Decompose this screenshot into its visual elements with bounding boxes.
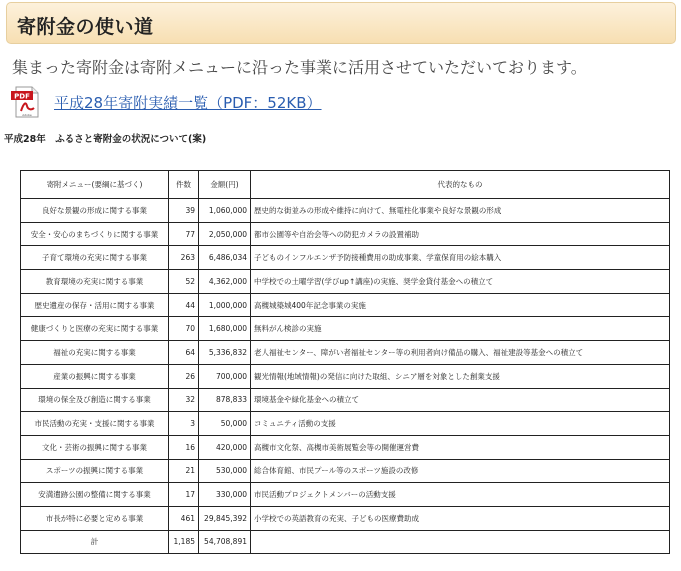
cell-menu: 産業の振興に関する事業 <box>21 364 169 388</box>
table-row <box>21 435 670 459</box>
table-row <box>21 317 670 341</box>
table-row <box>21 199 670 223</box>
header-note: 代表的なもの <box>251 171 670 199</box>
header-amount: 金額(円) <box>199 171 251 199</box>
cell-total-label: 計 <box>21 530 169 554</box>
cell-count: 64 <box>169 341 199 365</box>
cell-menu: 良好な景観の形成に関する事業 <box>21 199 169 223</box>
cell-amount: 1,060,000 <box>199 199 251 223</box>
cell-note: 中学校での土曜学習(学びup↑講座)の実施、奨学金貸付基金への積立て <box>251 270 670 294</box>
cell-amount: 1,000,000 <box>199 293 251 317</box>
cell-note: 環境基金や緑化基金への積立て <box>251 388 670 412</box>
cell-amount: 29,845,392 <box>199 506 251 530</box>
cell-amount: 50,000 <box>199 412 251 436</box>
cell-amount: 1,680,000 <box>199 317 251 341</box>
cell-amount: 530,000 <box>199 459 251 483</box>
cell-total-amount: 54,708,891 <box>199 530 251 554</box>
cell-note: 無料がん検診の実施 <box>251 317 670 341</box>
cell-menu: 歴史遺産の保存・活用に関する事業 <box>21 293 169 317</box>
table-row <box>21 506 670 530</box>
table-row <box>21 246 670 270</box>
cell-menu: 市長が特に必要と定める事業 <box>21 506 169 530</box>
page-title: 寄附金の使い道 <box>17 16 154 38</box>
cell-menu: 子育て環境の充実に関する事業 <box>21 246 169 270</box>
cell-amount: 5,336,832 <box>199 341 251 365</box>
cell-amount: 878,833 <box>199 388 251 412</box>
table-row <box>21 459 670 483</box>
pdf-file-icon[interactable] <box>10 86 42 118</box>
cell-count: 26 <box>169 364 199 388</box>
cell-note: 総合体育館、市民プール等のスポーツ施設の改修 <box>251 459 670 483</box>
cell-note: 小学校での英語教育の充実、子どもの医療費助成 <box>251 506 670 530</box>
donation-usage-table <box>20 170 670 554</box>
cell-amount: 420,000 <box>199 435 251 459</box>
cell-menu: 福祉の充実に関する事業 <box>21 341 169 365</box>
table-row <box>21 388 670 412</box>
table-caption: 平成28年 ふるさと寄附金の状況について(案) <box>4 134 207 145</box>
page-title-bar <box>6 2 676 44</box>
cell-menu: 教育環境の充実に関する事業 <box>21 270 169 294</box>
cell-count: 3 <box>169 412 199 436</box>
cell-count: 39 <box>169 199 199 223</box>
cell-menu: 市民活動の充実・支援に関する事業 <box>21 412 169 436</box>
cell-amount: 330,000 <box>199 483 251 507</box>
cell-menu: スポーツの振興に関する事業 <box>21 459 169 483</box>
table-row <box>21 222 670 246</box>
table-total-row <box>21 530 670 554</box>
cell-count: 70 <box>169 317 199 341</box>
cell-note: コミュニティ活動の支援 <box>251 412 670 436</box>
header-menu: 寄附メニュー(要綱に基づく) <box>21 171 169 199</box>
cell-count: 21 <box>169 459 199 483</box>
cell-amount: 700,000 <box>199 364 251 388</box>
cell-note: 歴史的な街並みの形成や維持に向けて、無電柱化事業や良好な景観の形成 <box>251 199 670 223</box>
table-row <box>21 270 670 294</box>
cell-note: 市民活動プロジェクトメンバーの活動支援 <box>251 483 670 507</box>
cell-count: 32 <box>169 388 199 412</box>
cell-count: 16 <box>169 435 199 459</box>
cell-amount: 4,362,000 <box>199 270 251 294</box>
cell-count: 52 <box>169 270 199 294</box>
table-row <box>21 412 670 436</box>
cell-note: 高槻城築城400年記念事業の実施 <box>251 293 670 317</box>
cell-menu: 安全・安心のまちづくりに関する事業 <box>21 222 169 246</box>
table-header-row <box>21 171 670 199</box>
table-row <box>21 293 670 317</box>
cell-count: 44 <box>169 293 199 317</box>
pdf-download-link[interactable]: 平成28年寄附実績一覧（PDF：52KB） <box>54 94 322 112</box>
lead-text: 集まった寄附金は寄附メニューに沿った事業に活用させていただいております。 <box>12 58 587 77</box>
cell-amount: 6,486,034 <box>199 246 251 270</box>
cell-count: 17 <box>169 483 199 507</box>
cell-menu: 安満遺跡公園の整備に関する事業 <box>21 483 169 507</box>
cell-count: 263 <box>169 246 199 270</box>
cell-count: 461 <box>169 506 199 530</box>
table-row <box>21 483 670 507</box>
header-count: 件数 <box>169 171 199 199</box>
cell-menu: 健康づくりと医療の充実に関する事業 <box>21 317 169 341</box>
cell-note: 観光情報(地域情報)の発信に向けた取組、シニア層を対象とした創業支援 <box>251 364 670 388</box>
cell-count: 77 <box>169 222 199 246</box>
cell-note: 都市公園等や自治会等への防犯カメラの設置補助 <box>251 222 670 246</box>
pdf-icon-sub: Adobe <box>22 113 32 117</box>
cell-note: 子どものインフルエンザ予防接種費用の助成事業、学童保育用の絵本購入 <box>251 246 670 270</box>
cell-note: 老人福祉センター、障がい者福祉センター等の利用者向け備品の購入、福祉建設等基金への積立て <box>251 341 670 365</box>
table-row <box>21 341 670 365</box>
cell-total-count: 1,185 <box>169 530 199 554</box>
cell-total-note <box>251 530 670 554</box>
table-row <box>21 364 670 388</box>
pdf-icon-label: PDF <box>14 92 30 101</box>
cell-note: 高槻市文化祭、高槻市美術展覧会等の開催運営費 <box>251 435 670 459</box>
cell-menu: 環境の保全及び創造に関する事業 <box>21 388 169 412</box>
cell-menu: 文化・芸術の振興に関する事業 <box>21 435 169 459</box>
cell-amount: 2,050,000 <box>199 222 251 246</box>
